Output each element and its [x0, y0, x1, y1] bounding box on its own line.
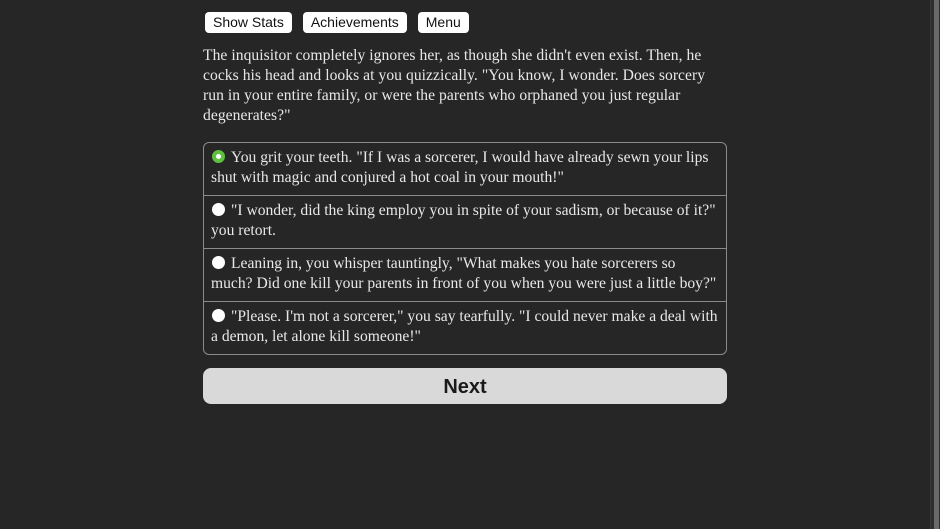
menu-button[interactable]: Menu: [418, 12, 469, 33]
next-button[interactable]: Next: [203, 368, 727, 404]
choice-option-4[interactable]: [204, 301, 726, 354]
choice-option-2[interactable]: [204, 195, 726, 248]
top-toolbar: [205, 12, 727, 33]
vertical-scrollbar[interactable]: [930, 0, 940, 529]
choice-text: Leaning in, you whisper tauntingly, "What makes you hate sorcerers so much? Did one kill your parents in front of you when you were just a little boy?": [211, 255, 717, 292]
choice-text: You grit your teeth. "If I was a sorcerer, I would have already sewn your lips shut with magic and conjured a hot coal in your mouth!": [211, 149, 709, 186]
choice-text: "Please. I'm not a sorcerer," you say tearfully. "I could never make a deal with a demon, let alone kill someone!": [211, 308, 718, 345]
radio-unselected-icon[interactable]: [212, 256, 225, 269]
radio-unselected-icon[interactable]: [212, 203, 225, 216]
scrollbar-thumb[interactable]: [934, 0, 939, 529]
radio-unselected-icon[interactable]: [212, 309, 225, 322]
choice-option-1[interactable]: [204, 143, 726, 195]
achievements-button[interactable]: Achievements: [303, 12, 407, 33]
radio-selected-icon[interactable]: [212, 150, 225, 163]
choice-list: [203, 142, 727, 355]
main-content: [203, 12, 727, 404]
choice-text: "I wonder, did the king employ you in spite of your sadism, or because of it?" you retort.: [211, 202, 716, 239]
show-stats-button[interactable]: Show Stats: [205, 12, 292, 33]
story-narrative: The inquisitor completely ignores her, as though she didn't even exist. Then, he cocks his head and looks at you quizzically. "You know, I wonder. Does sorcery run in your entire family, or were the parents who orphaned you just regular degenerates?": [203, 47, 706, 124]
choice-option-3[interactable]: [204, 248, 726, 301]
